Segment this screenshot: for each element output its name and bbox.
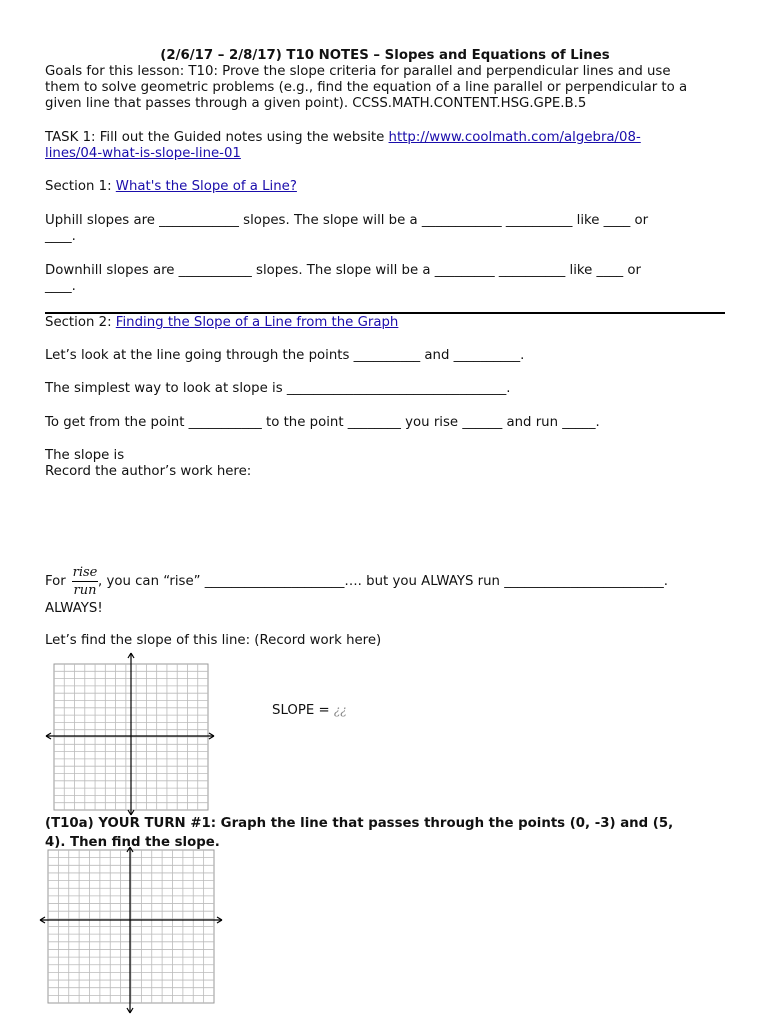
goals-line-2: them to solve geometric problems (e.g., find the equation of a line parallel or perpendicular to a xyxy=(45,80,688,95)
goals-line-1: Goals for this lesson: T10: Prove the slope criteria for parallel and perpendicular lines and use xyxy=(45,64,671,79)
section1-heading xyxy=(45,179,297,195)
downhill-line-1: Downhill slopes are ___________ slopes. The slope will be a _________ __________ like ____ or xyxy=(45,263,641,278)
slope-answer xyxy=(272,702,347,719)
simplest-line: The simplest way to look at slope is _________________________________. xyxy=(45,381,511,396)
fraction-denominator: run xyxy=(73,583,97,598)
task1-line xyxy=(45,130,641,146)
section-divider xyxy=(45,312,725,314)
your-turn-line-1: (T10a) YOUR TURN #1: Graph the line that passes through the points (0, -3) and (5, xyxy=(45,816,674,831)
coordinate-grid-2 xyxy=(38,846,224,1014)
page-title: (2/6/17 – 2/8/17) T10 NOTES – Slopes and Equations of Lines xyxy=(160,48,610,63)
section1-label: Section 1: xyxy=(45,179,116,194)
for-prefix: For xyxy=(45,574,66,589)
coordinate-grid-1 xyxy=(44,652,216,816)
find-slope-line: Let’s find the slope of this line: (Record work here) xyxy=(45,633,382,648)
record-author-line: Record the author’s work here: xyxy=(45,464,252,479)
task1-text: TASK 1: Fill out the Guided notes using the website xyxy=(45,130,389,145)
for-line: , you can “rise” _____________________…. but you ALWAYS run ________________________. xyxy=(98,574,668,589)
section2-label: Section 2: xyxy=(45,315,116,330)
section1-link[interactable]: What's the Slope of a Line? xyxy=(115,179,297,194)
slope-is-line: The slope is xyxy=(45,448,125,463)
coolmath-link[interactable]: http://www.coolmath.com/algebra/08- xyxy=(388,130,641,145)
uphill-line-1: Uphill slopes are ____________ slopes. The slope will be a ____________ __________ like ____ or xyxy=(45,213,649,228)
coolmath-link-continued[interactable]: lines/04-what-is-slope-line-01 xyxy=(45,146,241,161)
goals-line-3: given line that passes through a given point). CCSS.MATH.CONTENT.HSG.GPE.B.5 xyxy=(45,96,587,111)
slope-label: SLOPE = xyxy=(272,703,334,718)
your-turn-line-2: 4). Then find the slope. xyxy=(45,835,220,850)
downhill-line-2: ____. xyxy=(45,279,76,294)
points-line: Let’s look at the line going through the points __________ and __________. xyxy=(45,348,525,363)
section2-link[interactable]: Finding the Slope of a Line from the Graph xyxy=(115,315,399,330)
uphill-line-2: ____. xyxy=(45,229,76,244)
slope-value: ¿¿ xyxy=(333,703,347,717)
task1-line-2 xyxy=(45,146,241,162)
rise-run-line: To get from the point ___________ to the point ________ you rise ______ and run _____. xyxy=(45,415,600,430)
always-line: ALWAYS! xyxy=(45,601,103,616)
rise-over-run-fraction xyxy=(72,565,98,598)
section2-heading xyxy=(45,315,398,331)
fraction-numerator: rise xyxy=(72,565,98,580)
